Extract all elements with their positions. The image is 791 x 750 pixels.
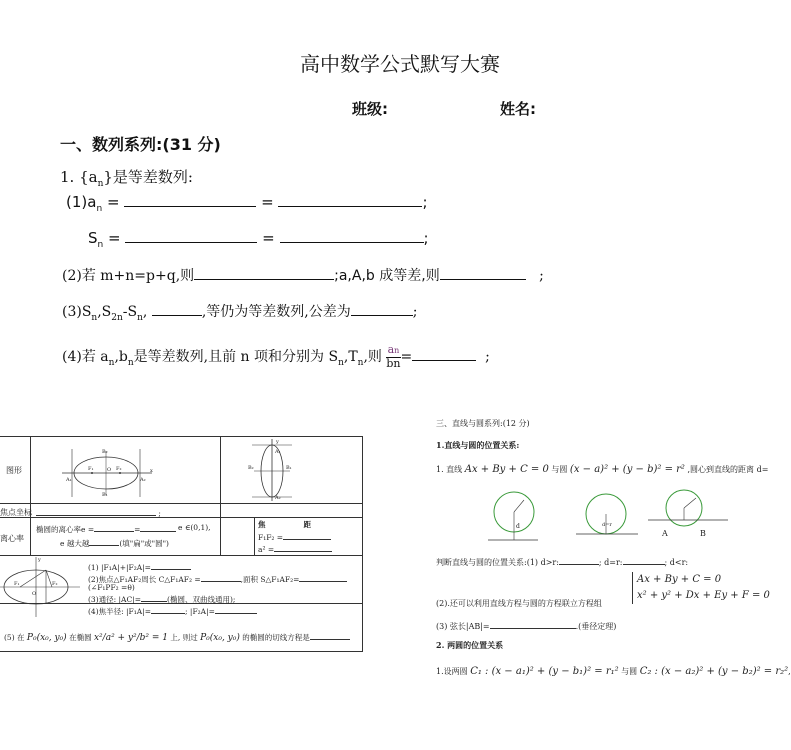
q1-sn-eq1: = bbox=[108, 229, 121, 247]
label-b2: B₂ bbox=[102, 449, 108, 455]
section1-score: (31 分) bbox=[162, 135, 221, 154]
q4-fraction bbox=[386, 344, 400, 370]
item5: (5) 在 P₀(x₀, y₀) 在椭圆 x²/a² + y²/b² = 1 上, 则过 P₀(x₀, y₀) 的椭圆的切线方程是 bbox=[4, 631, 350, 643]
label-f2: F₂ bbox=[116, 466, 122, 472]
q1-lead: 1. {a bbox=[60, 168, 98, 186]
q3-mid3: , bbox=[142, 304, 148, 320]
q1-sn-end: ; bbox=[423, 229, 429, 247]
q1-sub: n bbox=[97, 179, 104, 189]
q2-mid: ;a,A,b 成等差,则 bbox=[334, 268, 440, 284]
q3-mid2: -S bbox=[122, 304, 138, 320]
two-circles-line: 1.设两圆 C₁ : (x − a₁)² + (y − b₁)² = r₁² 与圆 C₂ : (x − a₂)² + (y − b₂)² = r₂², bbox=[436, 666, 791, 677]
label-a1: A₁ bbox=[66, 477, 72, 483]
section3-sub2: 2. 两圆的位置关系 bbox=[436, 640, 504, 650]
row-label-figure: 图形 bbox=[6, 466, 22, 475]
q4-frac-den: bn bbox=[386, 357, 401, 370]
q3-sub1: n bbox=[91, 312, 98, 323]
q1-sn-line bbox=[88, 228, 429, 250]
q3-text: (3)S bbox=[62, 304, 92, 320]
q1-sn-sub: n bbox=[97, 240, 104, 250]
page-title: 高中数学公式默写大赛 bbox=[300, 52, 500, 76]
q1-an-eq1: = bbox=[106, 193, 120, 211]
q4-sub2: n bbox=[127, 357, 134, 368]
q4-text: (4)若 a bbox=[62, 349, 109, 365]
equation-system bbox=[632, 572, 770, 604]
q1-statement bbox=[60, 166, 193, 189]
q4-line bbox=[62, 344, 490, 370]
label-b2-v: B₂ bbox=[248, 465, 254, 471]
section1-heading-prefix: 一、数列系列: bbox=[60, 135, 163, 154]
q3-sub3: n bbox=[137, 312, 143, 323]
ecc-hint: e 越大越 (填"扁"或"圆") bbox=[60, 539, 169, 548]
focus-coord-blank[interactable]: ; bbox=[36, 507, 161, 518]
q3-sub2: 2n bbox=[111, 312, 123, 323]
q4-blank[interactable] bbox=[412, 346, 476, 361]
p2-line: (2).还可以利用直线方程与圆的方程联立方程组 bbox=[436, 599, 602, 608]
focal-triangle-figure bbox=[0, 557, 82, 619]
label-y: y bbox=[276, 439, 279, 445]
section1-heading bbox=[60, 132, 221, 155]
fig-label-a: A bbox=[662, 529, 668, 538]
q3-end: ; bbox=[412, 304, 418, 320]
ecc-line: 椭圆的离心率e = = bbox=[36, 523, 176, 535]
q1-an-line bbox=[66, 192, 428, 214]
q4-mid: ,b bbox=[114, 349, 128, 365]
ecc-range: e ∈(0,1), bbox=[178, 523, 211, 532]
fig-label-dr: d=r bbox=[602, 522, 612, 528]
line-circle-figures bbox=[488, 488, 738, 546]
q4-sub3: n bbox=[338, 357, 344, 368]
f1f2-line: F₁F₂ = bbox=[258, 531, 331, 542]
q1-sn-blank2[interactable] bbox=[280, 228, 424, 243]
label-o-small: O bbox=[32, 591, 37, 597]
q2-blank1[interactable] bbox=[194, 265, 334, 280]
q3-line bbox=[62, 301, 417, 323]
q4-sub1: n bbox=[108, 357, 115, 368]
line-circle-statement: 1. 直线 Ax + By + C = 0 与圆 (x − a)² + (y − b)² = r² ,圆心到直线的距离 d= bbox=[436, 464, 769, 475]
label-f2-small: F₂ bbox=[52, 581, 58, 587]
q2-text: (2)若 m+n=p+q,则 bbox=[62, 268, 195, 284]
q1-rest: }是等差数列: bbox=[103, 168, 193, 186]
label-b1-bottom: B₁ bbox=[102, 492, 108, 498]
label-y-small: y bbox=[38, 557, 41, 563]
item2c: (∠F₁PF₂ =θ) bbox=[88, 583, 135, 592]
p3-line: (3) 弦长|AB|= .(垂径定理) bbox=[436, 622, 617, 631]
item4: (4)焦半径: |F₁A|= ; |F₂A|= bbox=[88, 605, 257, 617]
q1-an-sub: n bbox=[96, 204, 103, 214]
q4-eq: = bbox=[400, 349, 413, 365]
q1-an-blank2[interactable] bbox=[278, 192, 422, 207]
q1-sn-label: S bbox=[88, 229, 98, 247]
q1-sn-eq2: = bbox=[262, 229, 275, 247]
q2-line bbox=[62, 265, 544, 285]
q4-mid4: ,则 bbox=[363, 349, 382, 365]
item1: (1) |F₁A|+|F₂A|= bbox=[88, 561, 191, 572]
section3-heading: 三、直线与圆系列:(12 分) bbox=[436, 419, 530, 428]
name-label: 姓名: bbox=[500, 100, 536, 118]
q1-an-blank1[interactable] bbox=[124, 192, 256, 207]
fig-label-d: d bbox=[516, 523, 520, 530]
label-a1-v: A₁ bbox=[275, 449, 281, 455]
row-label-ecc: 离心率 bbox=[0, 534, 24, 543]
sys-eq1: Ax + By + C = 0 bbox=[637, 574, 722, 585]
label-x: x bbox=[150, 468, 153, 474]
q4-sub4: n bbox=[357, 357, 364, 368]
q1-sn-blank1[interactable] bbox=[125, 228, 257, 243]
a2-line: a² = bbox=[258, 543, 332, 554]
item2: (2)焦点△F₁AF₂周长 C△F₁AF₂ = ,面积 S△F₁AF₂= bbox=[88, 573, 347, 585]
q3-blank2[interactable] bbox=[351, 301, 413, 316]
q1-an-eq2: = bbox=[261, 193, 274, 211]
class-label: 班级: bbox=[352, 100, 388, 118]
horizontal-ellipse-figure bbox=[62, 443, 158, 499]
focus-distance-label: 焦 距 bbox=[258, 520, 311, 529]
label-f1: F₁ bbox=[88, 466, 94, 472]
label-o: O bbox=[107, 467, 112, 473]
vertical-ellipse-figure bbox=[246, 437, 302, 503]
label-f1-small: F₁ bbox=[14, 581, 20, 587]
fig-label-b: B bbox=[700, 529, 706, 538]
judge-line: 判断直线与圆的位置关系:(1) d>r: ; d=r: ; d<r: bbox=[436, 558, 689, 567]
label-a2: A₂ bbox=[140, 477, 146, 483]
q1-an-label: (1)a bbox=[66, 193, 97, 211]
q4-mid3: ,T bbox=[343, 349, 358, 365]
q3-mid: ,S bbox=[97, 304, 112, 320]
q2-blank2[interactable] bbox=[440, 265, 526, 280]
sys-eq2: x² + y² + Dx + Ey + F = 0 bbox=[637, 590, 770, 601]
q3-blank1[interactable] bbox=[152, 301, 202, 316]
q2-end: ; bbox=[539, 268, 544, 284]
q4-end: ; bbox=[485, 349, 490, 365]
q1-an-end: ; bbox=[422, 193, 428, 211]
q4-frac-num: an bbox=[387, 343, 400, 356]
ellipse-table bbox=[0, 436, 363, 652]
label-b1-v: B₁ bbox=[286, 465, 292, 471]
item3: (3)通径: |AC|= (椭圆、双曲线通用); bbox=[88, 595, 236, 604]
q4-mid2: 是等差数列,且前 n 项和分别为 S bbox=[133, 349, 339, 365]
section3-sub1: 1.直线与圆的位置关系: bbox=[436, 440, 520, 450]
label-a2-v: A₂ bbox=[275, 495, 281, 501]
q3-after: ,等仍为等差数列,公差为 bbox=[201, 304, 351, 320]
row-label-focus: 焦点坐标 bbox=[0, 508, 32, 517]
